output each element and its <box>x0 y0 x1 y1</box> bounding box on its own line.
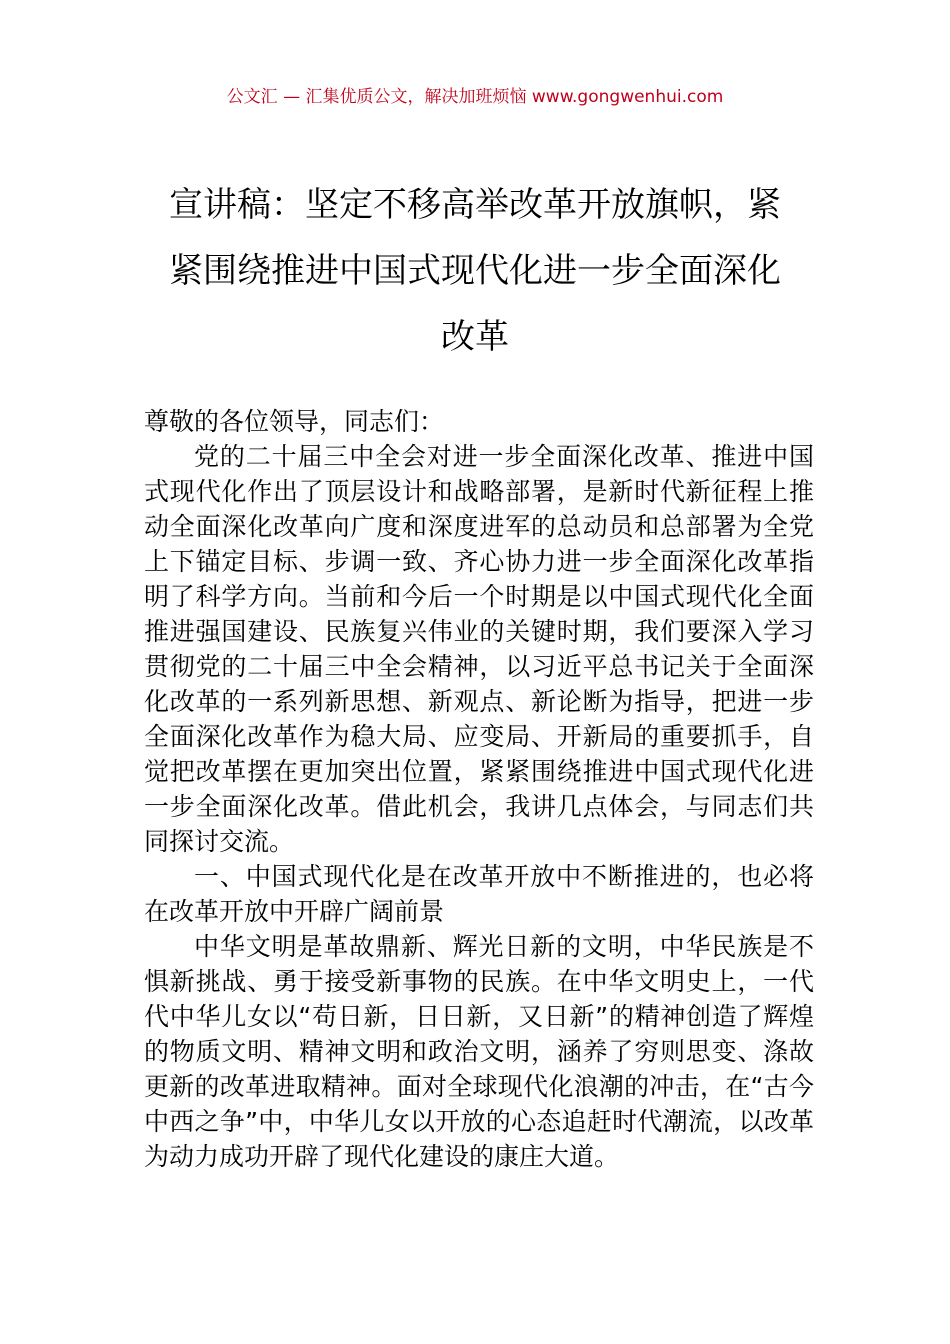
section-heading-1: 一、中国式现代化是在改革开放中不断推进的，也必将在改革开放中开辟广阔前景 <box>144 862 814 926</box>
document-body <box>144 404 814 1174</box>
document-title <box>150 172 800 370</box>
title-line-2: 紧围绕推进中国式现代化进一步全面深化 <box>169 251 781 291</box>
salutation: 尊敬的各位领导，同志们： <box>144 407 445 436</box>
paragraph-intro: 党的二十届三中全会对进一步全面深化改革、推进中国式现代化作出了顶层设计和战略部署，是新时代新征程上推动全面深化改革向广度和深度进军的总动员和总部署为全党上下锚定目标、步调一致、齐心协力进一步全面深化改革指明了科学方向。当前和今后一个时期是以中国式现代化全面推进强国建设、民族复兴伟业的关键时期，我们要深入学习贯彻党的二十届三中全会精神，以习近平总书记关于全面深化改革的一系列新思想、新观点、新论断为指导，把进一步全面深化改革作为稳大局、应变局、开新局的重要抓手，自觉把改革摆在更加突出位置，紧紧围绕推进中国式现代化进一步全面深化改革。借此机会，我讲几点体会，与同志们共同探讨交流。 <box>144 442 814 856</box>
paragraph-section-1: 中华文明是革故鼎新、辉光日新的文明，中华民族是不惧新挑战、勇于接受新事物的民族。在中华文明史上，一代代中华儿女以“苟日新，日日新，又日新”的精神创造了辉煌的物质文明、精神文明和政治文明，涵养了穷则思变、涤故更新的改革进取精神。面对全球现代化浪潮的冲击，在“古今中西之争”中，中华儿女以开放的心态追赶时代潮流，以改革为动力成功开辟了现代化建设的康庄大道。 <box>144 932 814 1171</box>
title-line-3: 改革 <box>441 317 509 357</box>
site-header-banner: 公文汇 — 汇集优质公文，解决加班烦恼 www.gongwenhui.com <box>226 87 724 107</box>
title-line-1: 宣讲稿：坚定不移高举改革开放旗帜，紧 <box>169 185 781 225</box>
